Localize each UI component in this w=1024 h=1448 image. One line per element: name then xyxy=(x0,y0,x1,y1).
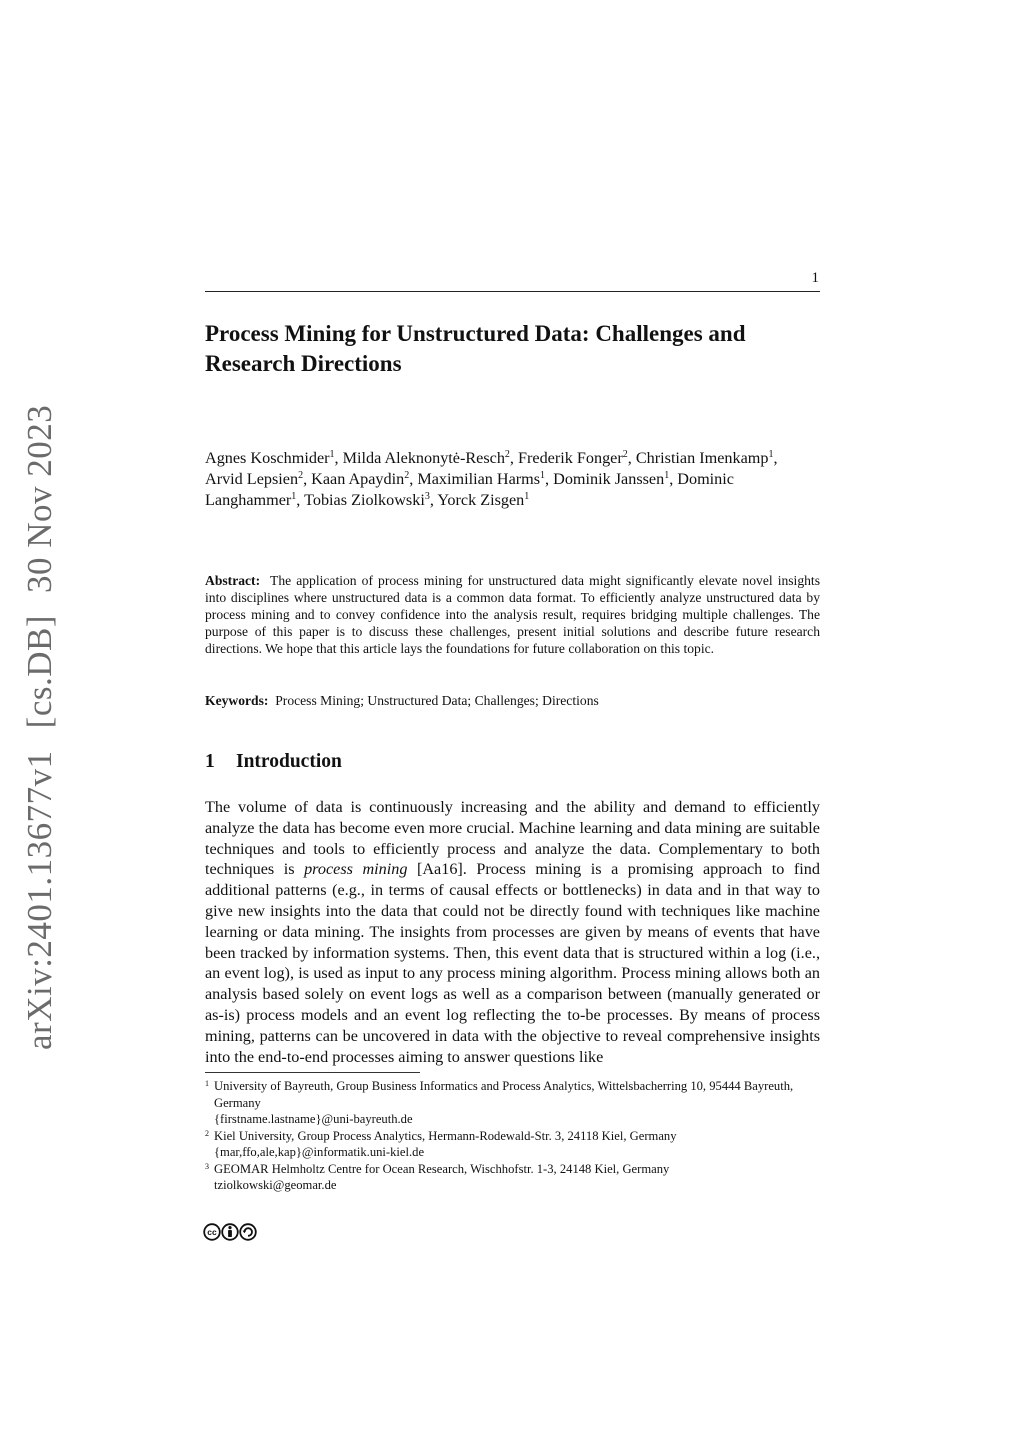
intro-text-cont: [Aa16]. Process mining is a promising approach to find additional patterns (e.g., in terms of causal effects or bottlenecks) in data and in that way to give new insights into the data that could not be directly found with techniques like machine learning or data mining. The insights from processes are given by means of events that have been tracked by information systems. Then, this event data that is structured within a log (i.e., an event log), is used as input to any process mining algorithm. Process mining allows both an analysis based solely on event logs as well as a comparison between (manually generated or as-is) process models and an event log reflecting the to-be processes. By means of process mining, patterns can be uncovered in data with the objective to reveal comprehensive insights into the end-to-end processes aiming to answer questions like xyxy=(205,860,820,1066)
author: Christian Imenkamp$^1$, xyxy=(635,449,778,467)
section-number: 1 xyxy=(205,751,215,772)
author: Milda Aleknonytė-Resch$^2$, xyxy=(342,449,514,467)
abstract xyxy=(205,572,820,657)
svg-text:cc: cc xyxy=(207,1227,217,1238)
paper-title: Process Mining for Unstructured Data: Challenges and Research Directions xyxy=(205,321,746,376)
footnote-email[interactable]: tziolkowski@geomar.de xyxy=(214,1178,337,1192)
footnote-email[interactable]: {firstname.lastname}@uni-bayreuth.de xyxy=(214,1112,413,1126)
arxiv-category: [cs.DB] xyxy=(20,614,59,729)
author: Dominic Langhammer$^1$, xyxy=(205,470,734,509)
page-number: 1 xyxy=(811,270,819,286)
author: Frederik Fonger$^2$, xyxy=(518,449,632,467)
author: Dominik Janssen$^1$, xyxy=(553,470,674,488)
keywords xyxy=(205,692,820,709)
arxiv-identifier xyxy=(10,404,70,1050)
header-rule xyxy=(205,291,820,292)
footnote-email[interactable]: {mar,ffo,ale,kap}@informatik.uni-kiel.de xyxy=(214,1145,425,1159)
intro-paragraph xyxy=(205,797,820,1067)
author: Maximilian Harms$^1$, xyxy=(417,470,550,488)
author-list xyxy=(205,448,820,511)
abstract-label: Abstract: xyxy=(205,573,261,588)
keywords-text: Process Mining; Unstructured Data; Challenges; Directions xyxy=(275,693,599,708)
footnote-rule xyxy=(205,1072,420,1073)
footnote: $^2$ Kiel University, Group Process Analytics, Hermann-Rodewald-Str. 3, 24118 Kiel, Germany {mar,ffo,ale,kap}@informatik.uni-kiel.de xyxy=(205,1128,820,1161)
intro-emphasis: process mining xyxy=(304,860,408,879)
author: Arvid Lepsien$^2$, xyxy=(205,470,308,488)
footnote: $^3$ GEOMAR Helmholtz Centre for Ocean Research, Wischhofstr. 1-3, 24148 Kiel, Germany tziolkowski@geomar.de xyxy=(205,1161,820,1194)
author: Tobias Ziolkowski$^3$, xyxy=(304,491,434,509)
arxiv-date: 30 Nov 2023 xyxy=(20,404,59,593)
section-heading xyxy=(205,751,805,773)
intro-text: The volume of data is continuously increasing and the ability and demand to efficiently analyze the data has become even more crucial. Machine learning and data mining are suitable techniques and tools to efficiently process and analyze the data. Complementary to both techniques is xyxy=(205,798,820,879)
cc-by-sa-license-icon[interactable] xyxy=(203,1222,257,1242)
author: Yorck Zisgen$^1$ xyxy=(437,491,530,509)
author: Agnes Koschmider$^1$, xyxy=(205,449,339,467)
arxiv-id[interactable]: arXiv:2401.13677v1 xyxy=(20,750,59,1050)
keywords-label: Keywords: xyxy=(205,693,269,708)
author: Kaan Apaydin$^2$, xyxy=(311,470,414,488)
footnotes xyxy=(205,1078,820,1194)
section-title: Introduction xyxy=(236,751,342,772)
abstract-text: The application of process mining for unstructured data might significantly elevate novel insights into disciplines where unstructured data is a common data format. To efficiently analyze unstructured data by process mining and to convey confidence into the analysis result, requires bridging multiple challenges. The purpose of this paper is to discuss these challenges, present initial solutions and describe future research directions. We hope that this article lays the foundations for future collaboration on this topic. xyxy=(205,573,820,656)
footnote: $^1$ University of Bayreuth, Group Business Informatics and Process Analytics, Wittelsbacherring 10, 95444 Bayreuth, Germany {firstname.lastname}@uni-bayreuth.de xyxy=(205,1078,820,1128)
